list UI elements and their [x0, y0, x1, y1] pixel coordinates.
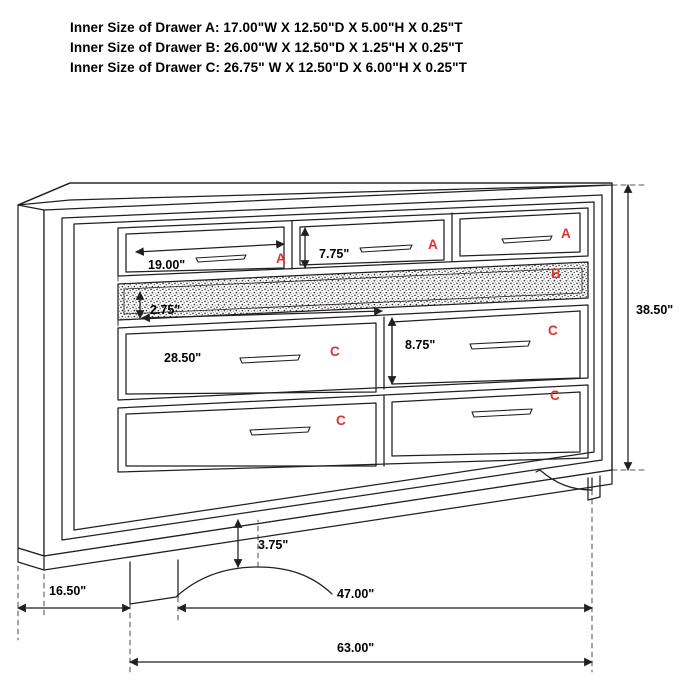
drawer-label-a-top-mid: A — [428, 237, 438, 252]
dimension-drawer-c-width: 28.50" — [164, 351, 202, 365]
dimension-overall-width: 63.00" — [337, 641, 375, 655]
spec-line-drawer-a: Inner Size of Drawer A: 17.00"W X 12.50"D X 5.00"H X 0.25"T — [70, 20, 463, 35]
drawer-label-c-bottom-left: C — [336, 413, 346, 428]
drawer-label-b-glitter: B — [551, 266, 561, 281]
dimension-case-height: 38.50" — [636, 303, 674, 317]
drawer-label-c-mid-right: C — [548, 323, 558, 338]
drawer-label-c-mid-left: C — [330, 344, 340, 359]
dimension-front-width: 47.00" — [337, 587, 375, 601]
dimension-base-height: 3.75" — [258, 538, 289, 552]
dimension-drawer-c-height: 8.75" — [405, 338, 436, 352]
drawer-label-c-bottom-right: C — [550, 388, 560, 403]
spec-line-drawer-c: Inner Size of Drawer C: 26.75" W X 12.50"D X 6.00"H X 0.25"T — [70, 60, 468, 75]
drawer-label-a-top-left: A — [276, 251, 286, 266]
dimension-drawer-a-height: 7.75" — [319, 247, 350, 261]
spec-line-drawer-b: Inner Size of Drawer B: 26.00"W X 12.50"D X 1.25"H X 0.25"T — [70, 40, 464, 55]
drawer-label-a-top-right: A — [561, 226, 571, 241]
dimension-depth: 16.50" — [49, 584, 87, 598]
dimension-drawer-a-width: 19.00" — [148, 258, 186, 272]
dimension-glitter-height: 2.75" — [150, 303, 181, 317]
